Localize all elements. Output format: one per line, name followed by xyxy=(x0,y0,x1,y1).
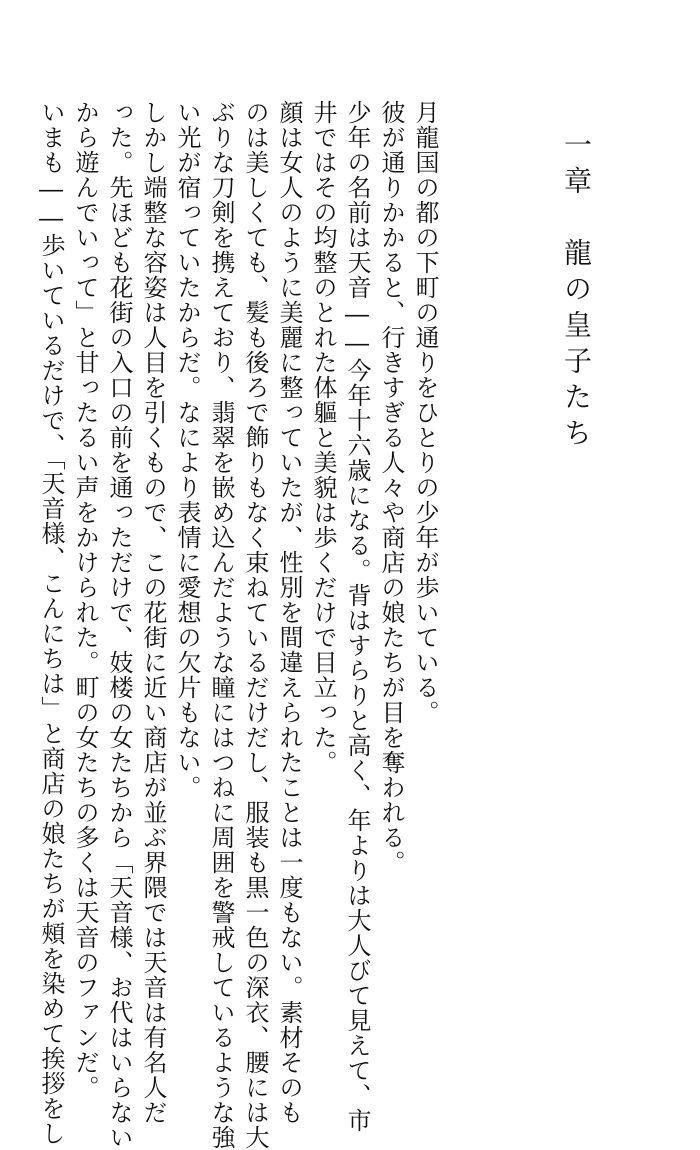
text-column: いまも――歩いているだけで、「天音様、こんにちは」と商店の娘たちが頰を染めて挨拶をし xyxy=(37,100,65,1146)
text-column: い光が宿っていたからだ。なにより表情に愛想の欠片もない。 xyxy=(173,100,201,800)
text-column: った。先ほども花街の入口の前を通っただけで、妓楼の女たちから「天音様、お代はいらない xyxy=(105,100,133,1150)
chapter-title: 一章 龍の皇子たち xyxy=(560,130,593,454)
text-column: から遊んでいって」と甘ったるい声をかけられた。町の女たちの多くは天音のファンだ。 xyxy=(71,100,99,1100)
text-column: 彼が通りかかると、行きすぎる人々や商店の娘たちが目を奪われる。 xyxy=(377,100,405,875)
text-column: 井ではその均整のとれた体軀と美貌は歩くだけで目立った。 xyxy=(309,100,337,775)
text-column: 月龍国の都の下町の通りをひとりの少年が歩いている。 xyxy=(411,100,439,725)
text-column: 顔は女人のように美麗に整っていたが、性別を間違えられたことは一度もない。素材そのも xyxy=(275,100,303,1125)
text-column: のは美しくても、髪も後ろで飾りもなく束ねているだけだし、服装も黒一色の深衣、腰には大 xyxy=(241,100,269,1150)
text-column: 少年の名前は天音――今年十六歳になる。背はすらりと高く、年よりは大人びて見えて、市 xyxy=(343,100,371,1133)
text-column: ぶりな刀剣を携えており、翡翠を嵌め込んだような瞳にはつねに周囲を警戒しているような強 xyxy=(207,100,235,1150)
text-column: しかし端整な容姿は人目を引くもので、この花街に近い商店が並ぶ界隈では天音は有名人だ xyxy=(139,100,167,1125)
